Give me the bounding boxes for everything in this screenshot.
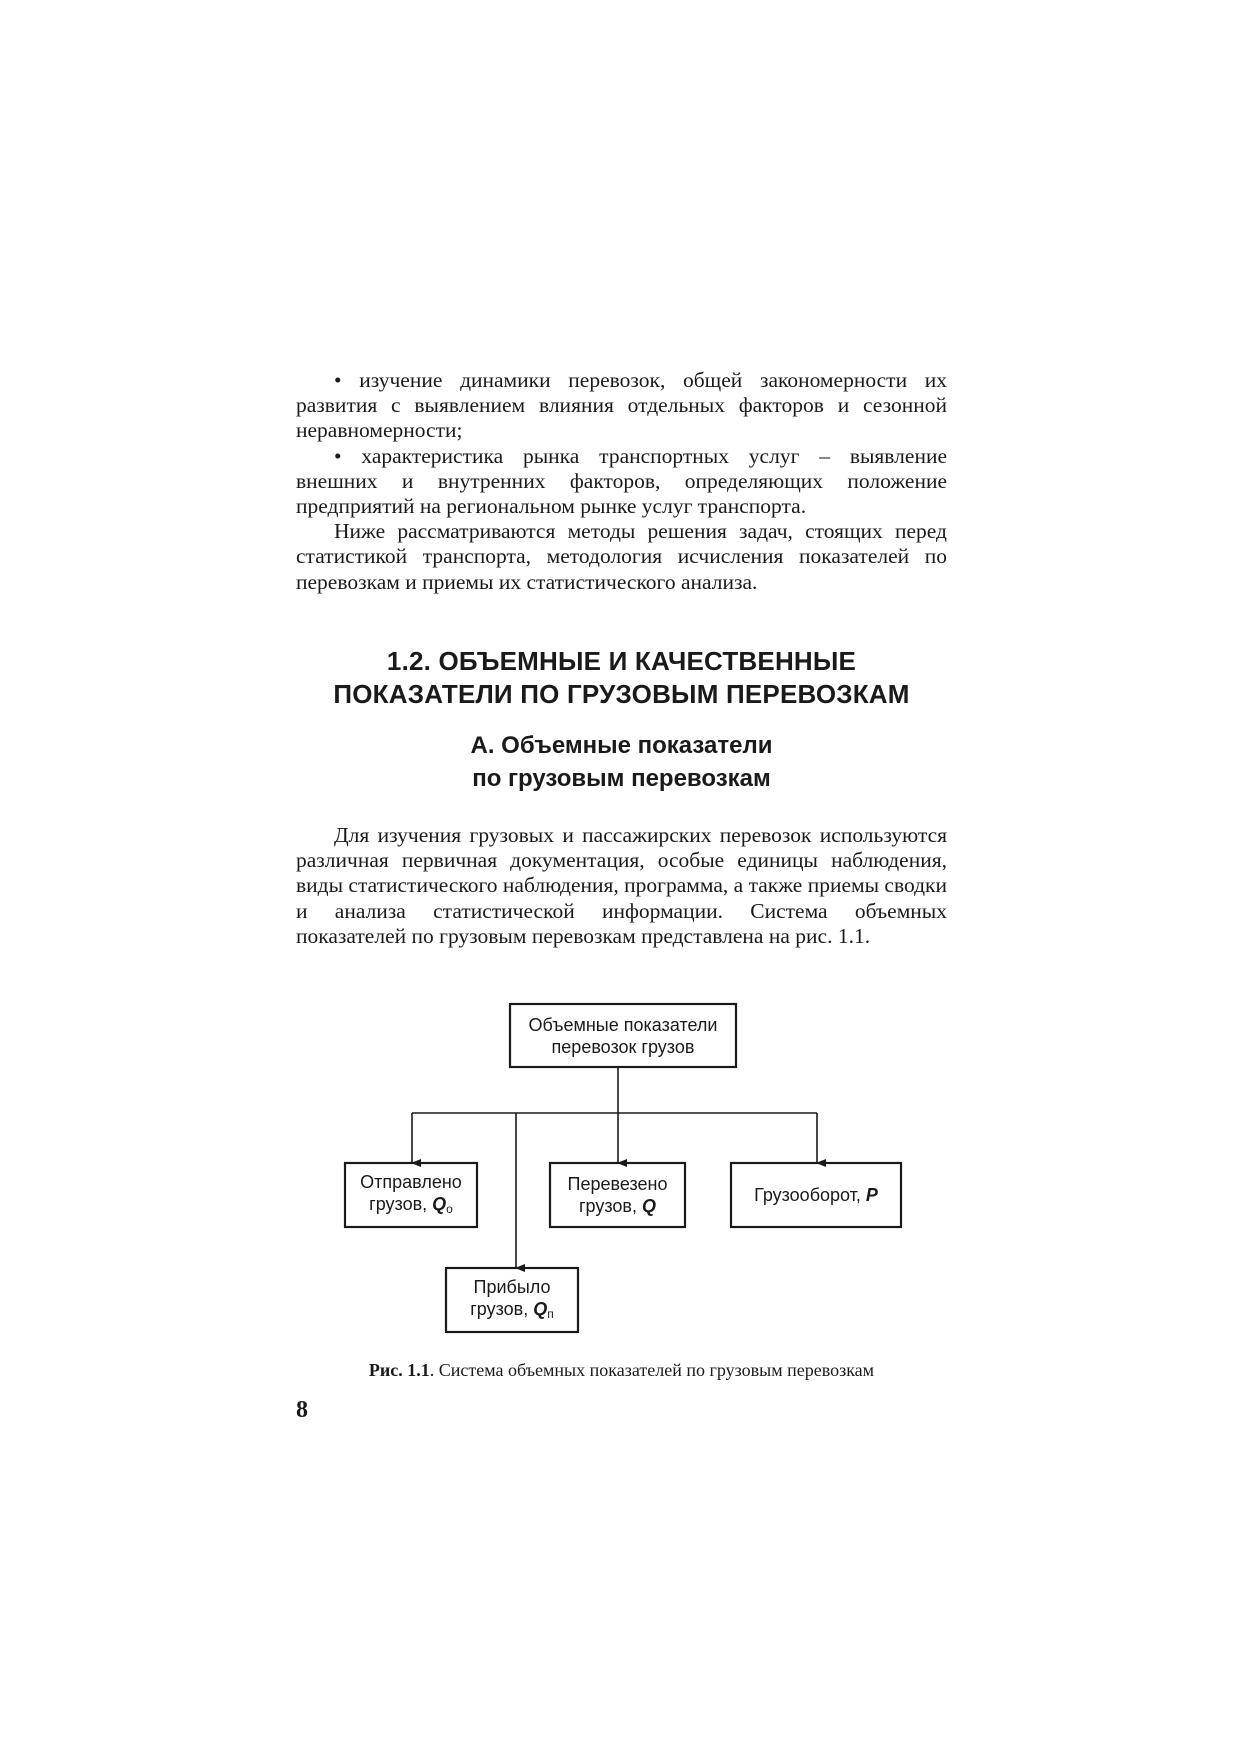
subsection-heading-line2: по грузовым перевозкам (472, 765, 771, 792)
box-turnover-label: Грузооборот, P (754, 1185, 878, 1205)
intro-paragraph: Ниже рассматриваются методы решения задач, стоящих перед статистикой транспорта, методология исчисления показателей по перевозкам и приемы их статистического анализа. (296, 519, 947, 594)
caption-text: . Система объемных показателей по грузовым перевозкам (429, 1360, 875, 1380)
subsection-heading-line1: А. Объемные показатели (470, 732, 773, 759)
caption-label: Рис. 1.1 (368, 1360, 430, 1380)
page-number: 8 (296, 1397, 308, 1423)
list-item-dynamics: • изучение динамики перевозок, общей закономерности их развития с выявлением влияния отдельных факторов и сезонной неравномерности; (296, 368, 947, 443)
body-paragraph: Для изучения грузовых и пассажирских перевозок используются различная первичная документация, особые единицы наблюдения, виды статистического наблюдения, программа, а также приемы сводки и анализа статистической информации. Система объемных показателей по грузовым перевозкам представлена на рис. 1.1. (296, 823, 948, 948)
box-arrived-label: Прибыло грузов, $Q_п$ (470, 1276, 554, 1321)
figure-caption (296, 1359, 947, 1381)
section-heading-line2: ПОКАЗАТЕЛИ ПО ГРУЗОВЫМ ПЕРЕВОЗКАМ (333, 679, 910, 709)
section-heading-line1: 1.2. ОБЪЕМНЫЕ И КАЧЕСТВЕННЫЕ (386, 646, 857, 676)
list-item-market: • характеристика рынка транспортных услуг – выявление внешних и внутренних факторов, определяющих положение предприятий на региональном рынке услуг транспорта. (296, 443, 947, 519)
box-root-label: Объемные показатели перевозок грузов (528, 1014, 718, 1057)
box-sent-label: Отправлено грузов, $Q_о$ (360, 1171, 462, 1216)
box-transported-label: Перевезено грузов, Q (567, 1174, 668, 1216)
